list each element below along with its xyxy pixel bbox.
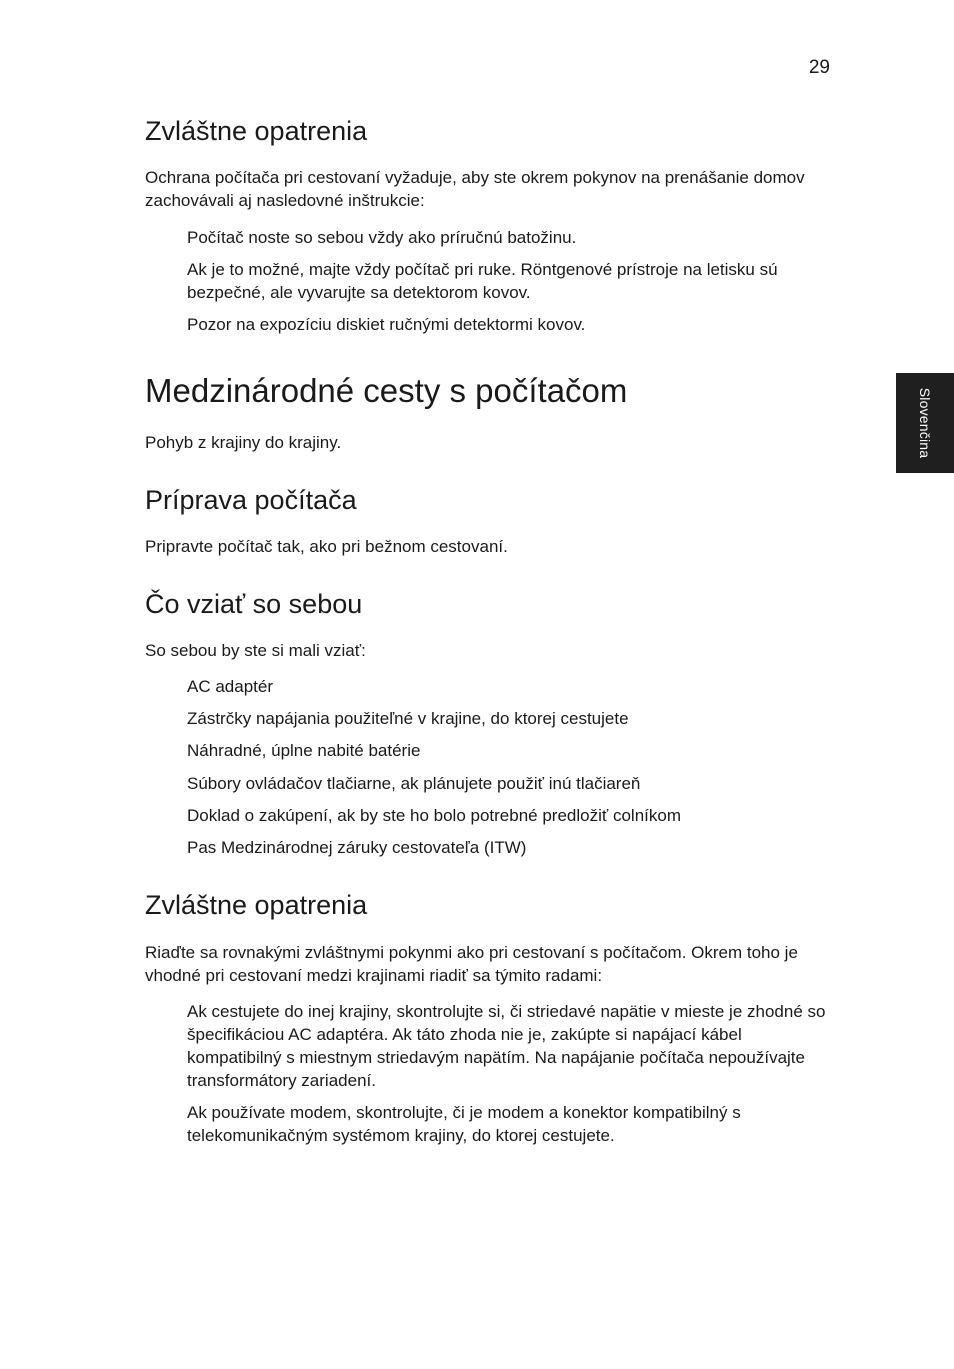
section5-intro: Riaďte sa rovnakými zvláštnymi pokynmi ako pri cestovaní s počítačom. Okrem toho je vhodné pri cestovaní medzi krajinami riadiť sa týmito radami: — [145, 943, 798, 985]
section2-intro: Pohyb z krajiny do krajiny. — [145, 433, 342, 452]
language-side-tab — [896, 373, 954, 473]
list-item: Ak cestujete do inej krajiny, skontrolujte si, či striedavé napätie v mieste je zhodné so špecifikáciou AC adaptéra. Ak táto zhoda nie je, zakúpte si napájací kábel kompatibilný s miestnym striedavým napätím. Na napájanie počítača nepoužívajte transformátory zariadení. — [187, 1002, 826, 1090]
section4-intro: So sebou by ste si mali vziať: — [145, 641, 366, 660]
section-heading-what-to-bring: Čo vziať so sebou — [145, 589, 363, 619]
section-heading-special-precautions: Zvláštne opatrenia — [145, 116, 368, 146]
list-item: Ak je to možné, majte vždy počítač pri ruke. Röntgenové prístroje na letisku sú bezpečné, ale vyvarujte sa detektorom kovov. — [187, 260, 778, 302]
chapter-title: Medzinárodné cesty s počítačom — [145, 372, 628, 409]
section1-intro: Ochrana počítača pri cestovaní vyžaduje, aby ste okrem pokynov na prenášanie domov zachovávali aj nasledovné inštrukcie: — [145, 168, 805, 210]
list-item: Doklad o zakúpení, ak by ste ho bolo potrebné predložiť colníkom — [187, 806, 682, 825]
language-side-tab-label: Slovenčina — [917, 387, 933, 459]
list-item: Pas Medzinárodnej záruky cestovateľa (ITW) — [187, 838, 527, 857]
section-heading-special-precautions-international: Zvláštne opatrenia — [145, 890, 368, 920]
list-item: Zástrčky napájania použiteľné v krajine, do ktorej cestujete — [187, 709, 629, 728]
section-heading-prepare-computer: Príprava počítača — [145, 485, 357, 515]
list-item: Pozor na expozíciu diskiet ručnými detektormi kovov. — [187, 315, 586, 334]
section3-intro: Pripravte počítač tak, ako pri bežnom cestovaní. — [145, 537, 508, 556]
list-item: Súbory ovládačov tlačiarne, ak plánujete použiť inú tlačiareň — [187, 774, 641, 793]
list-item: Ak používate modem, skontrolujte, či je modem a konektor kompatibilný s telekomunikačným systémom krajiny, do ktorej cestujete. — [187, 1103, 741, 1145]
list-item: AC adaptér — [187, 677, 273, 696]
list-item: Počítač noste so sebou vždy ako príručnú batožinu. — [187, 228, 577, 247]
list-item: Náhradné, úplne nabité batérie — [187, 741, 421, 760]
page-number: 29 — [808, 57, 830, 78]
